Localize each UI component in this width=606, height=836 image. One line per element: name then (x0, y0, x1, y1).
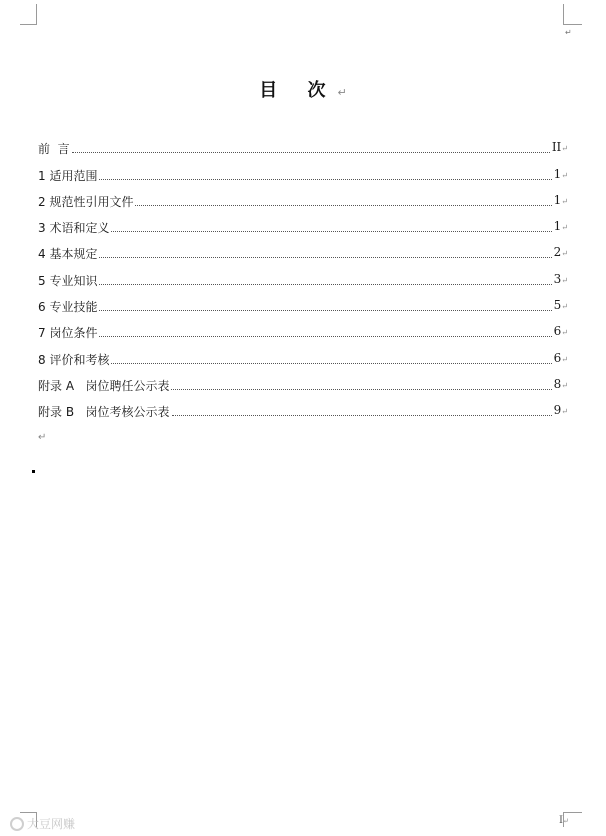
section-break-marker (32, 470, 35, 473)
header-paragraph-mark: ↵ (565, 28, 572, 37)
toc-item-label: 前 言 (38, 142, 70, 157)
toc-item-label: 8 评价和考核 (38, 352, 110, 367)
toc-item-page: 9↵ (553, 403, 568, 418)
toc-leader (99, 256, 551, 258)
toc-item-appendix-a[interactable] (38, 367, 568, 393)
toc-item-scope[interactable] (38, 156, 568, 182)
toc-item-label: 4 基本规定 (38, 247, 98, 262)
toc-leader (172, 414, 552, 416)
table-of-contents (38, 130, 568, 419)
paragraph-end-mark: ↵ (38, 432, 47, 443)
watermark-logo-icon (10, 817, 24, 831)
toc-leader (72, 151, 550, 153)
toc-item-post-conditions[interactable] (38, 314, 568, 340)
toc-leader (99, 178, 551, 180)
footer-page-number: I↵ (559, 815, 569, 826)
toc-item-label: 2 规范性引用文件 (38, 194, 134, 209)
watermark (10, 815, 75, 832)
toc-leader (99, 335, 551, 337)
toc-item-terms-definitions[interactable] (38, 209, 568, 235)
toc-item-page: 1↵ (553, 219, 568, 234)
toc-item-evaluation-assessment[interactable] (38, 340, 568, 366)
toc-item-page: 5↵ (553, 298, 568, 313)
toc-item-basic-provisions[interactable] (38, 235, 568, 261)
toc-item-appendix-b[interactable] (38, 393, 568, 419)
toc-item-page: 8↵ (553, 376, 568, 391)
page-title (0, 76, 606, 102)
toc-leader (111, 230, 551, 232)
toc-item-preface[interactable] (38, 130, 568, 156)
crop-mark-top-right (563, 4, 582, 25)
toc-item-label: 附录 A 岗位聘任公示表 (38, 378, 170, 393)
toc-leader (99, 283, 551, 285)
toc-item-page: 6↵ (553, 350, 568, 365)
toc-item-label: 1 适用范围 (38, 168, 98, 183)
toc-item-label: 7 岗位条件 (38, 326, 98, 341)
page-title-text: 目 次 (259, 80, 338, 101)
toc-item-label: 5 专业知识 (38, 273, 98, 288)
toc-item-professional-knowledge[interactable] (38, 261, 568, 287)
toc-item-page: 1↵ (553, 166, 568, 181)
crop-mark-top-left (20, 4, 37, 25)
toc-item-label: 3 术语和定义 (38, 221, 110, 236)
toc-item-page: 6↵ (553, 324, 568, 339)
toc-item-label: 6 专业技能 (38, 300, 98, 315)
watermark-text: 大豆网赚 (27, 817, 76, 831)
toc-item-professional-skills[interactable] (38, 288, 568, 314)
toc-item-page: 1↵ (553, 192, 568, 207)
toc-leader (111, 362, 551, 364)
title-paragraph-mark: ↵ (337, 86, 347, 99)
toc-item-page: II↵ (551, 140, 568, 155)
toc-leader (171, 388, 551, 390)
toc-item-label: 附录 B 岗位考核公示表 (38, 405, 170, 420)
toc-leader (135, 204, 551, 206)
toc-leader (99, 309, 551, 311)
toc-item-page: 3↵ (553, 271, 568, 286)
toc-item-normative-references[interactable] (38, 183, 568, 209)
toc-item-page: 2↵ (553, 245, 568, 260)
